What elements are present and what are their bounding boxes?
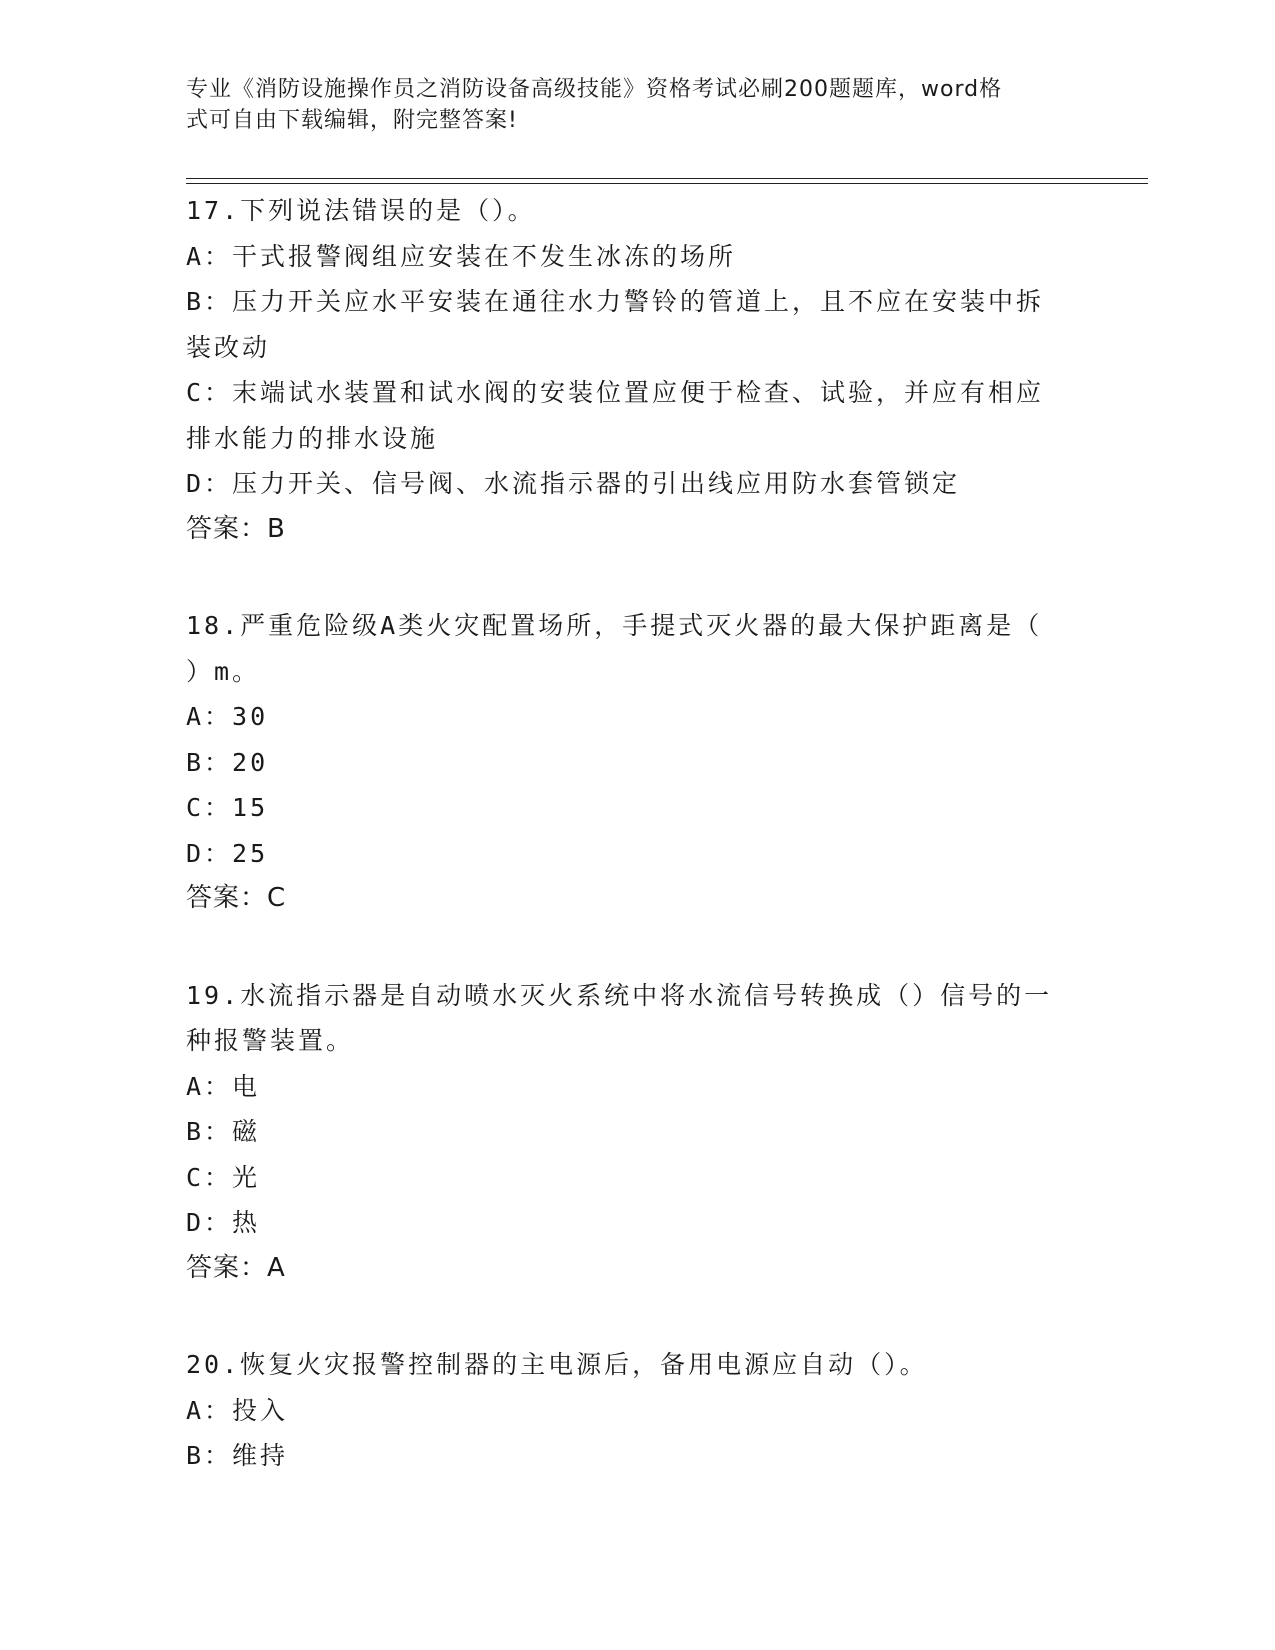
question-stem-continued: ）m。 [186, 656, 261, 686]
answer-label: 答案：A [186, 1252, 286, 1283]
option-text-continued: 排水能力的排水设施 [186, 423, 439, 453]
question-stem: 20.恢复火灾报警控制器的主电源后，备用电源应自动（）。 [186, 1350, 928, 1379]
question-19 [186, 973, 1086, 1292]
option-c: C：15 [186, 793, 269, 822]
header-divider [186, 178, 1148, 184]
option-text: B：压力开关应水平安装在通往水力警铃的管道上，且不应在安装中拆 [186, 287, 1045, 316]
question-stem: 18.严重危险级A类火灾配置场所，手提式灭火器的最大保护距离是（ [186, 611, 1043, 640]
header-title-line-1: 专业《消防设施操作员之消防设备高级技能》资格考试必刷200题题库，word格 [186, 77, 1003, 102]
answer-label: 答案：B [186, 513, 286, 544]
option-b [186, 279, 1086, 370]
answer-label: 答案：C [186, 883, 287, 913]
question-list [186, 188, 1086, 1530]
option-text: C：末端试水装置和试水阀的安装位置应便于检查、试验，并应有相应 [186, 378, 1045, 407]
option-d: D：热 [186, 1208, 261, 1237]
option-c: C：光 [186, 1162, 261, 1192]
question-18 [186, 603, 1086, 922]
question-stem: 17.下列说法错误的是（）。 [186, 196, 536, 225]
option-c [186, 370, 1086, 461]
option-a [186, 234, 1086, 280]
document-header [186, 74, 1086, 136]
question-20 [186, 1342, 1086, 1479]
option-b: B：磁 [186, 1117, 261, 1146]
option-text: D：压力开关、信号阀、水流指示器的引出线应用防水套管锁定 [186, 469, 961, 498]
option-d [186, 461, 1086, 507]
question-stem-continued: 种报警装置。 [186, 1026, 355, 1055]
option-a: A：30 [186, 702, 269, 731]
option-a: A：电 [186, 1071, 261, 1101]
header-title-line-2: 式可自由下载编辑，附完整答案! [186, 108, 518, 133]
option-text-continued: 装改动 [186, 332, 271, 362]
question-stem: 19.水流指示器是自动喷水灭火系统中将水流信号转换成（）信号的一 [186, 980, 1053, 1010]
option-a: A：投入 [186, 1395, 289, 1425]
option-d: D：25 [186, 838, 269, 868]
option-b: B：20 [186, 747, 269, 777]
question-17 [186, 188, 1086, 552]
option-text: A：干式报警阀组应安装在不发生冰冻的场所 [186, 241, 737, 271]
option-b: B：维持 [186, 1441, 289, 1470]
